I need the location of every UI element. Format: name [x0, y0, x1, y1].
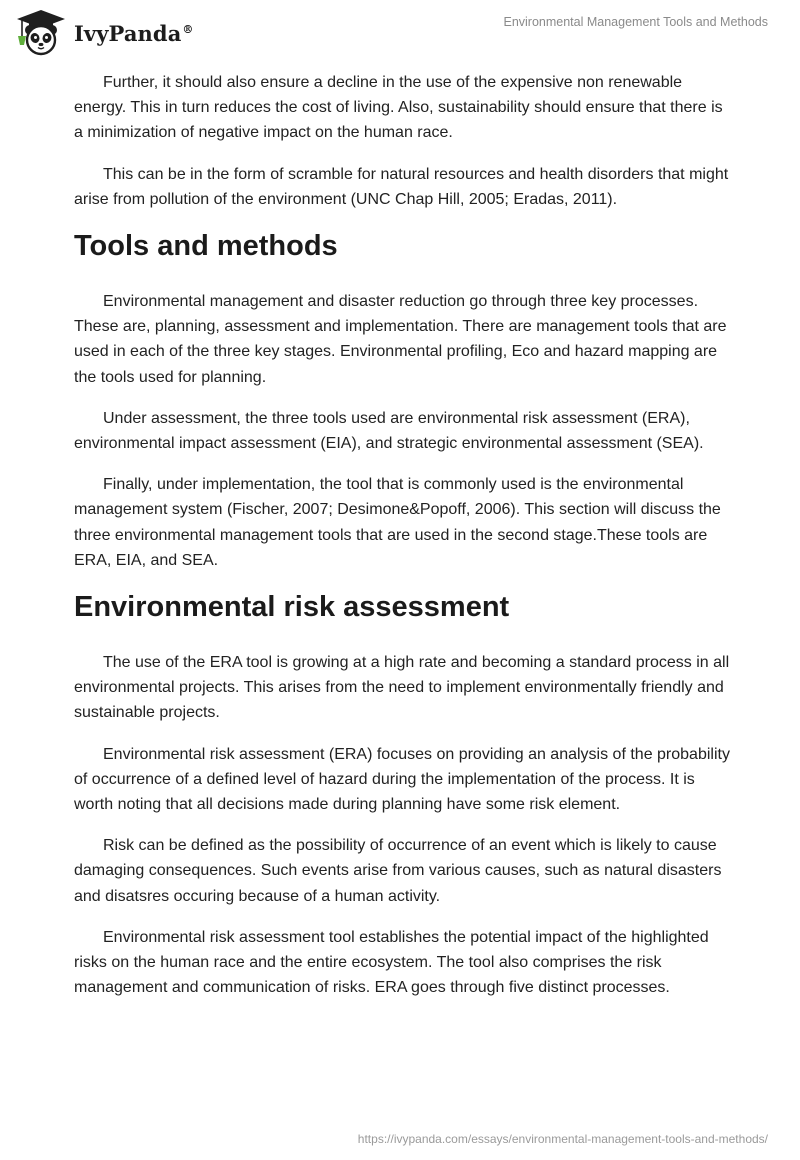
paragraph: Environmental risk assessment tool establishes the potential impact of the highlighted risks on the human race and the entire ecosystem. The tool also comprises the risk management and communication of risks. ERA goes through five distinct processes.	[74, 928, 709, 997]
paragraph: Environmental risk assessment (ERA) focuses on providing an analysis of the probability of occurrence of a defined level of hazard during the implementation of the process. It is worth noting that all decisions made during planning have some risk element.	[74, 745, 730, 814]
source-url[interactable]: https://ivypanda.com/essays/environmental-management-tools-and-methods/	[357, 1132, 768, 1146]
section-heading-environmental-risk-assessment: Environmental risk assessment	[74, 591, 510, 624]
paragraph: The use of the ERA tool is growing at a high rate and becoming a standard process in all environmental projects. This arises from the need to implement environmentally friendly and sustainable projects.	[74, 654, 730, 722]
paragraph: Further, it should also ensure a decline in the use of the expensive non renewable energy. This in turn reduces the cost of living. Also, sustainability should ensure that there is a minimization of negative impact on the human race.	[74, 74, 723, 142]
ivypanda-logo[interactable]	[14, 8, 194, 56]
page-header	[0, 0, 800, 60]
panda-logo-icon	[14, 8, 68, 56]
logo-wordmark	[74, 21, 194, 46]
paragraph: Risk can be defined as the possibility of occurrence of an event which is likely to cause damaging consequences. Such events arise from various causes, such as natural disasters and disatsres occuring because of a human activity.	[74, 837, 722, 905]
registered-mark: ®	[182, 22, 194, 36]
section-heading-tools-and-methods: Tools and methods	[74, 230, 338, 263]
document-title: Environmental Management Tools and Methods	[503, 15, 768, 29]
essay-content	[74, 70, 734, 1016]
logo-name: IvyPanda	[74, 20, 182, 46]
paragraph: Finally, under implementation, the tool that is commonly used is the environmental management system (Fischer, 2007; Desimone&Popoff, 2006). This section will discuss the three environmental management tools that are used in the second stage.These tools are ERA, EIA, and SEA.	[74, 476, 721, 569]
paragraph: Environmental management and disaster reduction go through three key processes. These are, planning, assessment and implementation. There are management tools that are used in each of the three key stages. Environmental profiling, Eco and hazard mapping are the tools used for planning.	[74, 293, 727, 386]
paragraph: Under assessment, the three tools used are environmental risk assessment (ERA), environmental impact assessment (EIA), and strategic environmental assessment (SEA).	[74, 409, 704, 453]
paragraph: This can be in the form of scramble for natural resources and health disorders that might arise from pollution of the environment (UNC Chap Hill, 2005; Eradas, 2011).	[74, 165, 729, 208]
